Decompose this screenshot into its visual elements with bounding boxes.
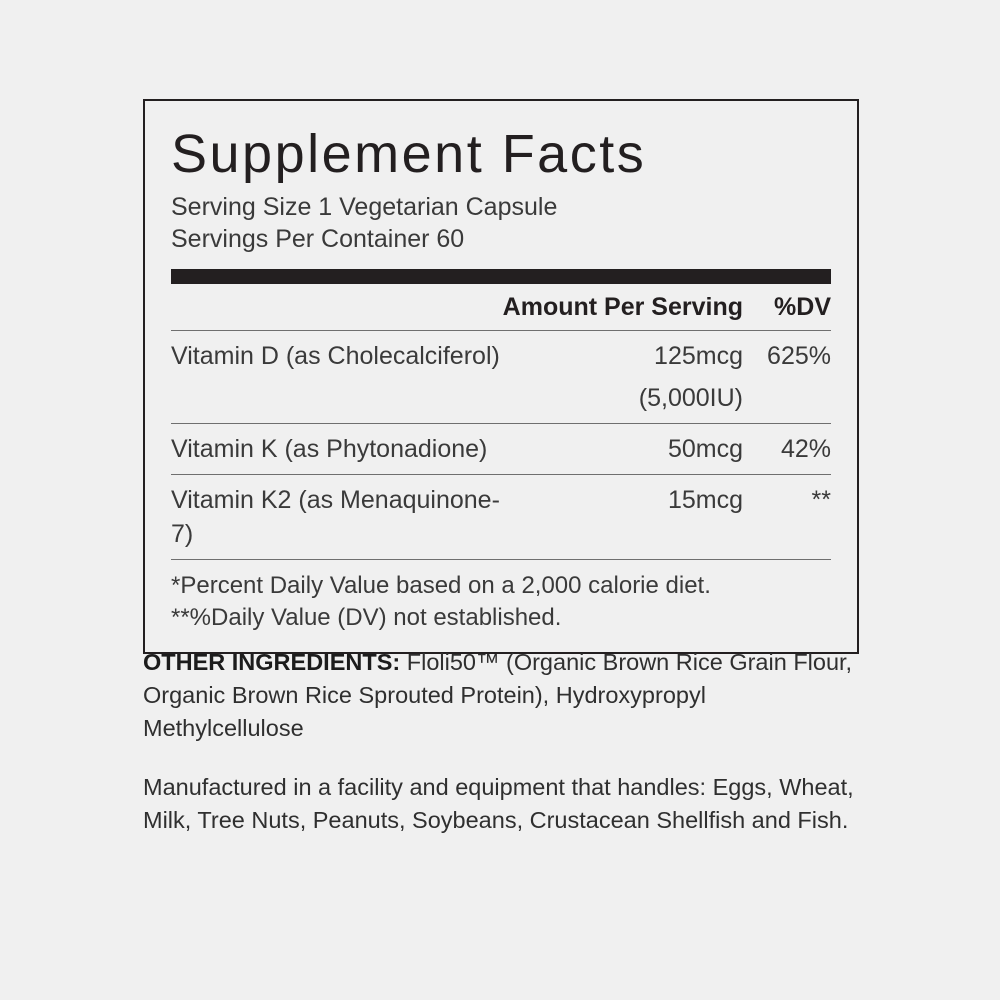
table-header-row bbox=[171, 284, 831, 331]
nutrient-amount: 50mcg bbox=[503, 424, 743, 475]
nutrient-name: Vitamin K2 (as Menaquinone-7) bbox=[171, 475, 503, 560]
table-row bbox=[171, 381, 831, 424]
footnote-dv-not-established: **%Daily Value (DV) not established. bbox=[171, 604, 562, 631]
column-header-amount: Amount Per Serving bbox=[502, 293, 743, 321]
nutrients-table bbox=[171, 284, 831, 559]
footnotes bbox=[171, 559, 831, 634]
supplement-facts-panel bbox=[143, 99, 859, 654]
allergen-statement: Manufactured in a facility and equipment that handles: Eggs, Wheat, Milk, Tree Nuts, Peanuts, Soybeans, Crustacean Shellfish and Fish. bbox=[143, 774, 854, 833]
nutrient-name: Vitamin K (as Phytonadione) bbox=[171, 424, 503, 475]
nutrient-amount: (5,000IU) bbox=[638, 384, 743, 412]
thick-divider bbox=[171, 269, 831, 284]
column-header-name bbox=[171, 284, 503, 331]
table-row bbox=[171, 331, 831, 382]
nutrient-name: Vitamin D (as Cholecalciferol) bbox=[171, 331, 503, 382]
table-row bbox=[171, 424, 831, 475]
other-ingredients-label: OTHER INGREDIENTS: bbox=[143, 649, 401, 675]
servings-per-container-text: Servings Per Container 60 bbox=[171, 225, 465, 253]
column-header-dv: %DV bbox=[774, 293, 831, 321]
table-row bbox=[171, 475, 831, 560]
footnote-percent-daily-value: *Percent Daily Value based on a 2,000 calorie diet. bbox=[171, 572, 711, 599]
nutrient-amount: 15mcg bbox=[503, 475, 743, 560]
panel-title: Supplement Facts bbox=[171, 124, 647, 184]
other-ingredients-paragraph bbox=[143, 646, 855, 745]
serving-size-text: Serving Size 1 Vegetarian Capsule bbox=[171, 193, 558, 221]
nutrient-amount: 125mcg bbox=[503, 331, 743, 382]
nutrient-dv: ** bbox=[743, 475, 831, 560]
nutrient-dv bbox=[743, 381, 831, 424]
nutrient-name bbox=[171, 381, 503, 424]
nutrient-dv: 625% bbox=[743, 331, 831, 382]
nutrient-dv: 42% bbox=[743, 424, 831, 475]
other-ingredients-text: Floli50™ (Organic Brown Rice Grain Flour, Organic Brown Rice Sprouted Protein), Hydroxypropyl Methylcellulose bbox=[143, 649, 853, 741]
label-lower-text bbox=[143, 646, 855, 837]
